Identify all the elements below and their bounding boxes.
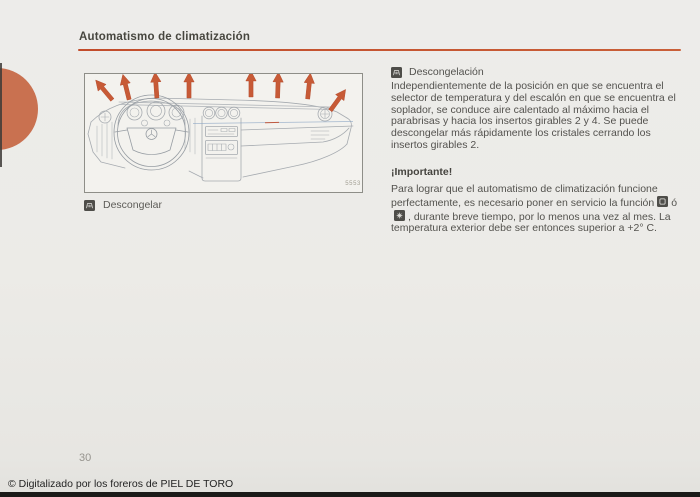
figure-caption	[84, 199, 162, 211]
scan-bottom-bar	[0, 492, 700, 497]
important-heading: ¡Importante!	[391, 166, 453, 178]
defrost-icon	[391, 67, 402, 78]
climate-function-icon-a	[657, 196, 668, 207]
defrost-icon	[84, 200, 95, 211]
paragraph: Independientemente de la posición en que se encuentra el selector de temperatura y del escalón en que se encuentra el soplador, se conduce aire calentado al máximo hacia el parabrisas y hacia los insertos girables 2 y 4. Se puede descongelar más rápidamente los cristales cerrando los insertos girables 2.	[391, 80, 676, 151]
dashboard-illustration	[85, 74, 362, 192]
important-body	[391, 184, 687, 235]
page-edge-line	[0, 63, 2, 167]
section-defrost-body	[391, 81, 687, 152]
important-text-1: Para lograr que el automatismo de climatización funcione perfectamente, es necesario poner en servicio la función	[391, 183, 658, 209]
figure-number: 5553	[345, 181, 361, 187]
header-rule	[78, 49, 681, 51]
important-conjunction: ó	[671, 196, 678, 209]
page-title: Automatismo de climatización	[79, 31, 251, 43]
climate-function-icon-b	[394, 210, 405, 221]
section-defrost-heading-row	[391, 66, 484, 78]
figure-caption-label: Descongelar	[103, 199, 162, 211]
paragraph	[391, 184, 687, 235]
section-tab-circle	[0, 68, 38, 150]
digitization-credit: © Digitalizado por los foreros de PIEL DE TORO	[8, 478, 234, 490]
section-defrost-heading: Descongelación	[409, 66, 484, 78]
page-number: 30	[79, 452, 92, 464]
dashboard-figure	[84, 73, 363, 193]
important-text-2: , durante breve tiempo, por lo menos una vez al mes. La temperatura exterior debe ser entonces superior a +2° C.	[391, 210, 671, 235]
